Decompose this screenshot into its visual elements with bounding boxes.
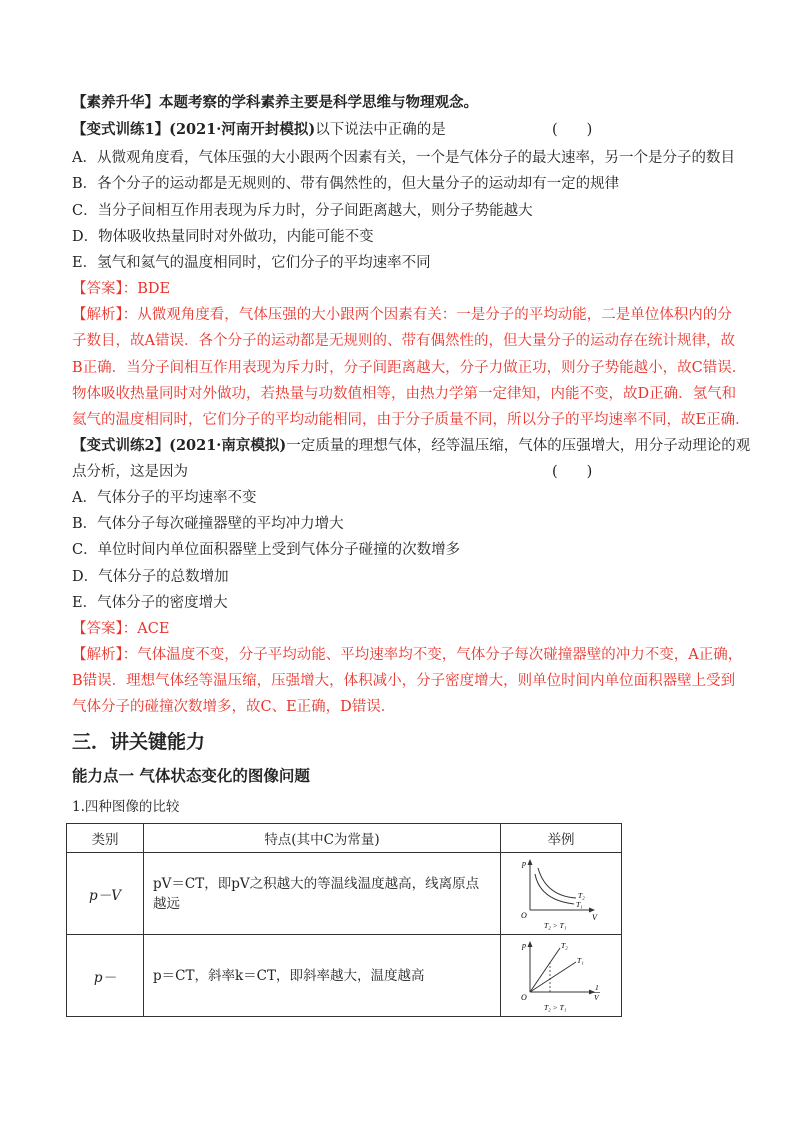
p-x-label-den: V [594, 992, 599, 1002]
exercise1-question-text: 以下说法中正确的是 [315, 122, 446, 138]
exercise2-question-line1: 一定质量的理想气体，经等温压缩，气体的压强增大，用分子动理论的观 [286, 438, 751, 454]
exercise1-analysis-2: 子数目，故A错误．各个分子的运动都是无规则的、带有偶然性的，但大量分子的运动存在统计规律，故 [72, 333, 735, 349]
exercise1-analysis-5: 氦气的温度相同时，它们分子的平均动能相同，由于分子质量不同，所以分子的平均速率不同，故E正确． [72, 412, 750, 428]
isochore-t1-line [530, 962, 576, 992]
exercise2-analysis-3: 气体分子的碰撞次数增多，故C、E正确，D错误． [72, 699, 396, 715]
exercise2-option-d: D．气体分子的总数增加 [72, 569, 229, 585]
exercise2-option-a: A．气体分子的平均速率不变 [72, 490, 257, 506]
exercise1-title: 【变式训练1】(2021·河南开封模拟) [72, 121, 316, 138]
section-heading: 三．讲关键能力 [72, 731, 206, 753]
header-category: 类别 [67, 824, 144, 853]
row1-feature-line2: 越远 [153, 895, 180, 912]
pv-isotherm-graph [516, 856, 606, 932]
exercise1-option-c: C．当分子间相互作用表现为斥力时，分子间距离越大，则分子势能越大 [72, 203, 533, 219]
row1-example [501, 853, 622, 935]
header-example: 举例 [501, 824, 622, 853]
exercise1-option-e: E．氢气和氦气的温度相同时，它们分子的平均速率不同 [72, 255, 431, 271]
exercise2-analysis-2: B错误．理想气体经等温压缩，压强增大，体积减小，分子密度增大，则单位时间内单位面积器壁上受到 [72, 673, 736, 689]
exercise2-answer: 【答案】：ACE [72, 621, 170, 637]
comparison-table [66, 823, 622, 1017]
exercise2-question-line2: 点分析，这是因为 [72, 464, 188, 480]
p-y-label: p [522, 940, 526, 950]
row2-feature-line1: p＝CT，斜率k＝CT，即斜率越大，温度越高 [153, 967, 425, 984]
exercise2-option-c: C．单位时间内单位面积器壁上受到气体分子碰撞的次数增多 [72, 542, 461, 558]
section-item: 1.四种图像的比较 [72, 799, 180, 815]
exercise2-answer-paren: ( ) [552, 464, 593, 480]
isotherm-t2-curve [538, 868, 576, 898]
table-row [67, 853, 622, 935]
pv-t1-label: T₁ [576, 899, 583, 909]
p-t2-label: T₂ [561, 940, 568, 950]
p-inverse-v-graph [516, 938, 606, 1014]
y-axis-arrow [528, 941, 533, 947]
row2-example [501, 935, 622, 1017]
x-axis-arrow [589, 907, 595, 912]
summary-label: 【素养升华】 [72, 94, 159, 111]
exercise1-option-b: B．各个分子的运动都是无规则的、带有偶然性的，但大量分子的运动却有一定的规律 [72, 176, 620, 192]
isochore-t2-line [530, 948, 560, 992]
header-feature [144, 824, 501, 853]
exercise1-option-d: D．物体吸收热量同时对外做功，内能可能不变 [72, 229, 374, 245]
pv-t2-label: T₂ [578, 890, 585, 900]
p-t1-label: T₁ [577, 955, 584, 965]
y-axis-arrow [528, 859, 533, 865]
exercise1-option-a: A．从微观角度看，气体压强的大小跟两个因素有关，一个是气体分子的最大速率，另一个是分子的数目 [72, 150, 735, 166]
row1-feature-line1: pV＝CT，即pV之积越大的等温线温度越高，线离原点 [153, 875, 480, 892]
exercise2-title: 【变式训练2】(2021·南京模拟) [72, 437, 287, 454]
row1-feature [144, 853, 501, 935]
exercise1-answer: 【答案】：BDE [72, 281, 171, 297]
header-feature-text: 特点(其中C为常量) [264, 832, 380, 848]
exercise1-answer-paren: ( ) [552, 122, 593, 138]
p-origin: O [521, 992, 527, 1002]
exercise1-analysis-3: B正确．当分子间相互作用表现为斥力时，分子间距离越大，分子力做正功，则分子势能越小，故C错误． [72, 360, 747, 376]
summary-text: 本题考察的学科素养主要是科学思维与物理观念。 [159, 94, 478, 111]
exercise2-analysis-1: 【解析】：气体温度不变，分子平均动能、平均速率均不变，气体分子每次碰撞器壁的冲力不变，A正确， [72, 647, 743, 663]
exercise1-question [72, 120, 446, 140]
pv-x-label: V [592, 912, 597, 922]
table-row [67, 935, 622, 1017]
table-header-row [67, 824, 622, 853]
p-x-label-num: 1 [595, 982, 599, 992]
row1-category: p－V [67, 853, 144, 935]
exercise2-option-e: E．气体分子的密度增大 [72, 595, 228, 611]
exercise1-analysis-4: 物体吸收热量同时对外做功，若热量与功数值相等，由热力学第一定律知，内能不变，故D正确．氢气和 [72, 386, 737, 402]
pv-origin: O [521, 910, 527, 920]
section-subheading: 能力点一 气体状态变化的图像问题 [72, 766, 310, 785]
pv-relation: T₂ > T₁ [544, 920, 567, 930]
row2-feature [144, 935, 501, 1017]
exercise1-analysis-1: 【解析】：从微观角度看，气体压强的大小跟两个因素有关：一是分子的平均动能，二是单位体积内的分 [72, 307, 732, 323]
isotherm-t1-curve [535, 874, 574, 904]
pv-y-label: p [522, 858, 526, 868]
exercise2-option-b: B．气体分子每次碰撞器壁的平均冲力增大 [72, 516, 344, 532]
summary-line [72, 93, 478, 113]
row2-category: p－ [67, 935, 144, 1017]
exercise2-question [72, 436, 750, 456]
p-relation: T₂ > T₁ [544, 1002, 567, 1012]
